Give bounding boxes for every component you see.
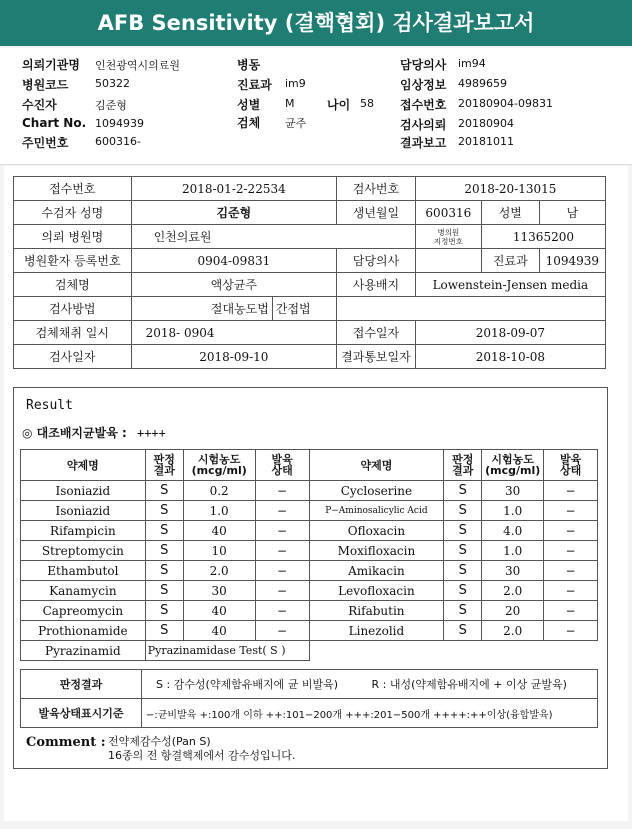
specimen-label: 검체 [237, 116, 261, 130]
hospital-no-label-1: 병의원 [437, 227, 460, 237]
col-drug-right: 약제명 [309, 450, 444, 481]
test-concentration: 10 [183, 541, 255, 561]
patient-name-label: 수검자 성명 [14, 201, 132, 225]
test-date-value: 2018-09-10 [131, 345, 337, 369]
table-row [21, 501, 598, 521]
growth-status: − [544, 481, 598, 501]
col-conc-right-2: (mcg/ml) [485, 464, 541, 477]
comment-label: Comment : [26, 735, 106, 750]
col-growth-right-2: 상태 [559, 464, 582, 477]
table-row [21, 601, 598, 621]
judge-result: S [145, 561, 183, 581]
judge-result: S [444, 561, 482, 581]
drug-name: Isoniazid [21, 501, 146, 521]
test-no-label: 검사번호 [337, 177, 416, 201]
sex-label: 성별 [237, 98, 261, 112]
media-value: Lowenstein-Jensen media [415, 273, 605, 297]
col-growth-left-2: 상태 [271, 464, 293, 477]
judge-result: S [145, 581, 183, 601]
receive-date-label: 접수일자 [337, 321, 416, 345]
growth-status: − [255, 621, 309, 641]
resident-no-label: 주민번호 [22, 136, 69, 150]
judge-result: S [444, 601, 482, 621]
col-judge-right-1: 판정 [452, 453, 474, 466]
comment-line-2: 16종의 전 항결핵제에서 감수성입니다. [108, 749, 296, 762]
judge-result: S [444, 501, 482, 521]
col-growth-left [255, 450, 309, 481]
hospital-code-value: 50322 [95, 77, 130, 90]
test-no-value: 2018-20-13015 [415, 177, 605, 201]
drug-name: Isoniazid [21, 481, 146, 501]
col-judge-right [444, 450, 482, 481]
age-label: 나이 [327, 98, 351, 112]
accession-label: 접수번호 [400, 98, 447, 112]
col-conc-left-2: (mcg/ml) [191, 464, 247, 477]
judge-result: S [145, 501, 183, 521]
test-concentration: 30 [482, 561, 544, 581]
report-date-value: 20181011 [458, 135, 514, 148]
table-row [21, 521, 598, 541]
doctor-label-cell: 담당의사 [337, 249, 416, 273]
doctor-value-cell [415, 249, 481, 273]
col-judge-left-2: 결과 [153, 464, 175, 477]
col-judge-right-2: 결과 [452, 464, 474, 477]
test-concentration: 1.0 [183, 501, 255, 521]
growth-status: − [255, 581, 309, 601]
hospital-label: 의뢰기관명 [22, 58, 80, 72]
hospital-name-label: 의뢰 병원명 [14, 225, 132, 249]
method-value-1: 절대농도법 [131, 297, 272, 321]
control-growth [22, 424, 166, 441]
growth-status: − [255, 501, 309, 521]
specimen-name-label: 검체명 [14, 273, 132, 297]
growth-status: − [255, 521, 309, 541]
drug-name: Capreomycin [21, 601, 146, 621]
col-judge-left [145, 450, 183, 481]
sex-value: M [285, 97, 295, 110]
judge-result: S [444, 481, 482, 501]
table-row [21, 541, 598, 561]
test-concentration: 2.0 [183, 561, 255, 581]
judge-result: S [145, 621, 183, 641]
growth-status: − [544, 501, 598, 521]
test-concentration: 2.0 [482, 581, 544, 601]
reception-no-label: 접수번호 [14, 177, 132, 201]
col-growth-right-1: 발육 [559, 453, 582, 466]
test-concentration: 1.0 [482, 501, 544, 521]
test-date-label: 검사일자 [14, 345, 132, 369]
growth-status: − [544, 561, 598, 581]
drug-name: Rifampicin [21, 521, 146, 541]
reception-no-value: 2018-01-2-22534 [131, 177, 337, 201]
col-conc-left-1: 시험농도 [197, 453, 241, 466]
growth-status: − [255, 541, 309, 561]
drug-name: Streptomycin [21, 541, 146, 561]
patient-value: 김준형 [95, 99, 127, 112]
table-row [21, 621, 598, 641]
hospital-code-label: 병원코드 [22, 78, 69, 92]
judge-r-text: R : 내성(약제함유배지에 + 이상 균발육) [371, 678, 567, 691]
pza-drug: Pyrazinamid [21, 641, 146, 661]
media-label: 사용배지 [337, 273, 416, 297]
pza-result: Pyrazinamidase Test( S ) [145, 641, 309, 661]
col-conc-right [482, 450, 544, 481]
receive-date-value: 2018-09-07 [415, 321, 605, 345]
judge-result: S [444, 541, 482, 561]
growth-status: − [544, 581, 598, 601]
drug-name: Amikacin [309, 561, 444, 581]
judge-result: S [444, 621, 482, 641]
growth-status: − [544, 541, 598, 561]
patient-header [0, 48, 632, 165]
age-value: 58 [360, 97, 374, 110]
growth-status: − [544, 621, 598, 641]
test-concentration: 2.0 [482, 621, 544, 641]
birth-label: 생년월일 [337, 201, 416, 225]
reg-no-label: 병원환자 등록번호 [14, 249, 132, 273]
test-concentration: 4.0 [482, 521, 544, 541]
col-conc-right-1: 시험농도 [491, 453, 534, 466]
dept-label: 진료과 [237, 78, 272, 92]
sex-label-cell: 성별 [481, 201, 539, 225]
judge-result: S [145, 601, 183, 621]
clinical-info-label: 임상정보 [400, 78, 447, 92]
judge-result: S [444, 521, 482, 541]
judge-result: S [145, 541, 183, 561]
hospital-no-value: 11365200 [481, 225, 605, 249]
report-title: AFB Sensitivity (결핵협회) 검사결과보고서 [0, 0, 632, 46]
doctor-value: im94 [458, 57, 486, 70]
test-concentration: 0.2 [183, 481, 255, 501]
drug-name: Levofloxacin [309, 581, 444, 601]
sex-value-cell: 남 [539, 201, 605, 225]
collect-date-label: 검체채취 일시 [14, 321, 132, 345]
table-row [21, 581, 598, 601]
judge-s-text: S : 감수성(약제함유배지에 균 비발육) [156, 678, 339, 691]
specimen-name-value: 액상균주 [131, 273, 337, 297]
patient-name-value: 김준형 [131, 201, 337, 225]
growth-status: − [255, 561, 309, 581]
dept-value: im9 [285, 77, 306, 90]
hospital-name-value: 인천의료원 [131, 225, 415, 249]
patient-label: 수진자 [22, 98, 57, 112]
sensitivity-table [20, 449, 598, 661]
col-judge-left-1: 판정 [153, 453, 175, 466]
drug-name: Rifabutin [309, 601, 444, 621]
judge-legend-text [142, 670, 598, 699]
drug-name: Kanamycin [21, 581, 146, 601]
drug-name: Linezolid [309, 621, 444, 641]
doctor-label: 담당의사 [400, 58, 447, 72]
test-concentration: 20 [482, 601, 544, 621]
reg-no-value: 0904-09831 [131, 249, 337, 273]
growth-status: − [544, 601, 598, 621]
hospital-value: 인천광역시의료원 [95, 59, 181, 72]
control-growth-value: ++++ [136, 426, 166, 440]
growth-status: − [255, 601, 309, 621]
test-concentration: 1.0 [482, 541, 544, 561]
drug-name: Ofloxacin [309, 521, 444, 541]
growth-status: − [255, 481, 309, 501]
result-heading: Result [26, 398, 73, 413]
accession-value: 20180904-09831 [458, 97, 553, 110]
judge-result: S [145, 521, 183, 541]
notify-date-value: 2018-10-08 [415, 345, 605, 369]
col-growth-left-1: 발육 [271, 453, 293, 466]
hospital-no-label-2: 지정번호 [433, 236, 463, 246]
test-concentration: 30 [183, 581, 255, 601]
notify-date-label: 결과통보일자 [337, 345, 416, 369]
drug-name: Prothionamide [21, 621, 146, 641]
dept-value-cell: 1094939 [539, 249, 605, 273]
col-conc-left [183, 450, 255, 481]
birth-value: 600316 [415, 201, 481, 225]
test-concentration: 40 [183, 601, 255, 621]
request-date-label: 검사의뢰 [400, 118, 447, 132]
growth-legend-label: 발육상태표시기준 [21, 699, 142, 728]
drug-name: Cycloserine [309, 481, 444, 501]
comment-line-1: 전약제감수성(Pan S) [108, 735, 211, 748]
specimen-value: 균주 [285, 117, 307, 130]
request-date-value: 20180904 [458, 117, 514, 130]
table-row [21, 481, 598, 501]
request-info-table [13, 176, 606, 369]
judge-result: S [145, 481, 183, 501]
ward-label: 병동 [237, 58, 261, 72]
hospital-no-label [415, 225, 481, 249]
col-drug-left: 약제명 [21, 450, 146, 481]
chart-no-value: 1094939 [95, 117, 144, 130]
test-concentration: 40 [183, 521, 255, 541]
judge-legend-label: 판정결과 [21, 670, 142, 699]
method-value-2: 간접법 [272, 297, 336, 321]
drug-name: P−Aminosalicylic Acid [309, 501, 444, 521]
table-row [21, 561, 598, 581]
chart-no-label: Chart No. [22, 116, 87, 130]
col-growth-right [544, 450, 598, 481]
control-growth-label: ◎ 대조배지균발육 : [22, 426, 127, 440]
drug-name: Moxifloxacin [309, 541, 444, 561]
collect-date-value: 2018- 0904 [131, 321, 337, 345]
growth-legend-text: −:균비발육 +:100개 이하 ++:101−200개 +++:201−500개 ++++:++이상(융합발육) [142, 699, 598, 728]
dept-label-cell: 진료과 [481, 249, 539, 273]
method-label: 검사방법 [14, 297, 132, 321]
test-concentration: 40 [183, 621, 255, 641]
clinical-info-value: 4989659 [458, 77, 507, 90]
judge-result: S [444, 581, 482, 601]
legend-table [20, 669, 598, 728]
resident-no-value: 600316- [95, 135, 141, 148]
report-date-label: 결과보고 [400, 136, 447, 150]
drug-name: Ethambutol [21, 561, 146, 581]
test-concentration: 30 [482, 481, 544, 501]
growth-status: − [544, 521, 598, 541]
